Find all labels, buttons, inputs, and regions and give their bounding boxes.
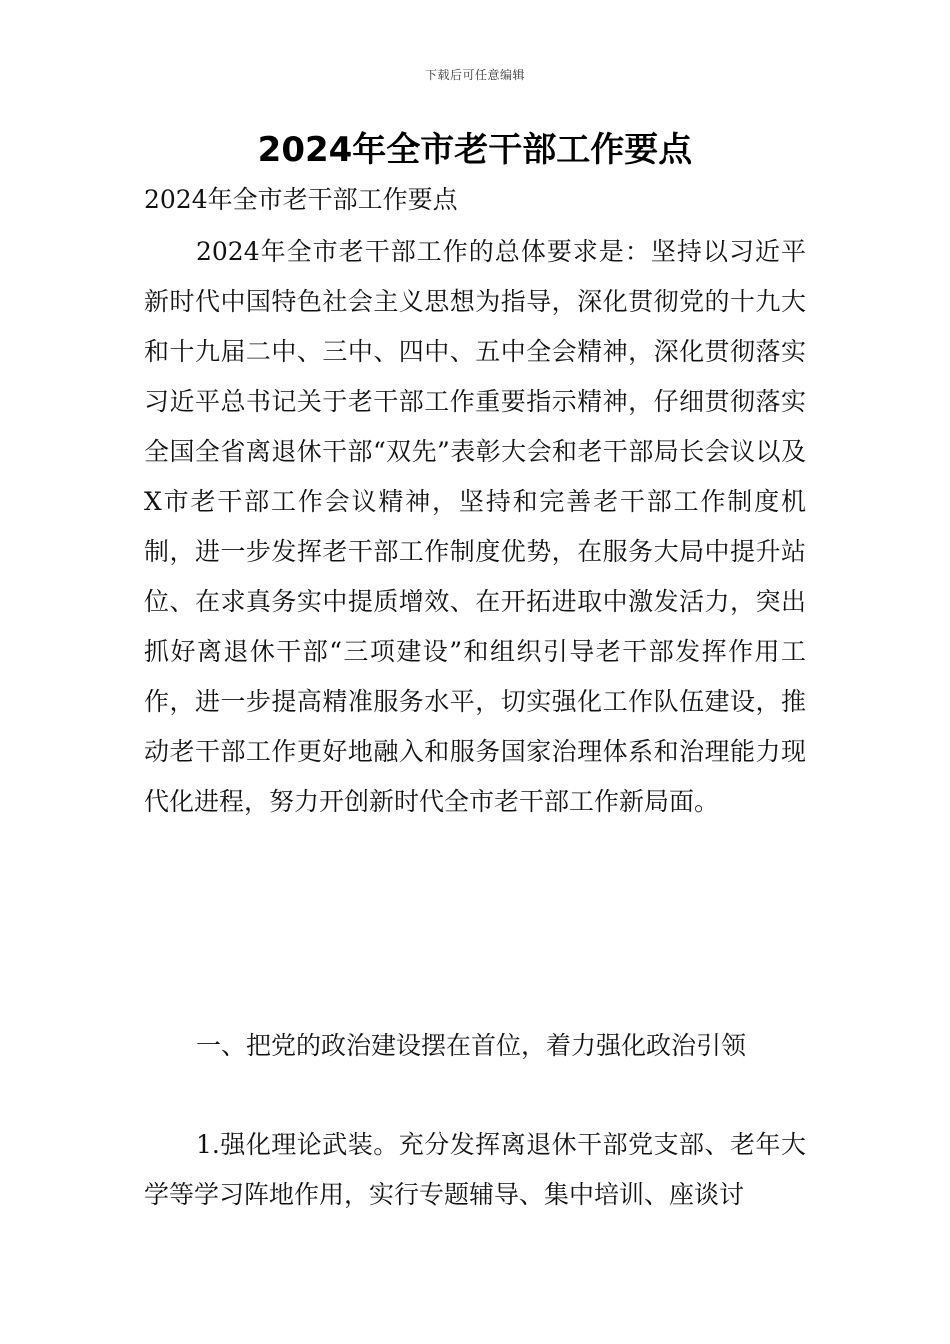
page-header-note: 下载后可任意编辑 [424,68,525,82]
item-paragraph-1: 1.强化理论武装。充分发挥离退休干部党支部、老年大学等学习阵地作用，实行专题辅导、集中培训、座谈讨 [144,1130,806,1209]
intro-paragraph: 2024年全市老干部工作的总体要求是：坚持以习近平新时代中国特色社会主义思想为指导，深化贯彻党的十九大和十九届二中、三中、四中、五中全会精神，深化贯彻落实习近平总书记关于老干部工作重要指示精神，仔细贯彻落实全国全省离退休干部“双先”表彰大会和老干部局长会议以及X市老干部工作会议精神，坚持和完善老干部工作制度机制，进一步发挥老干部工作制度优势，在服务大局中提升站位、在求真务实中提质增效、在开拓进取中激发活力，突出抓好离退休干部“三项建设”和组织引导老干部发挥作用工作，进一步提高精准服务水平，切实强化工作队伍建设，推动老干部工作更好地融入和服务国家治理体系和治理能力现代化进程，努力开创新时代全市老干部工作新局面。 [144,237,806,816]
document-subtitle: 2024年全市老干部工作要点 [144,185,458,214]
document-title: 2024年全市老干部工作要点 [257,130,693,170]
section-heading-1: 一、把党的政治建设摆在首位，着力强化政治引领 [196,1031,747,1060]
